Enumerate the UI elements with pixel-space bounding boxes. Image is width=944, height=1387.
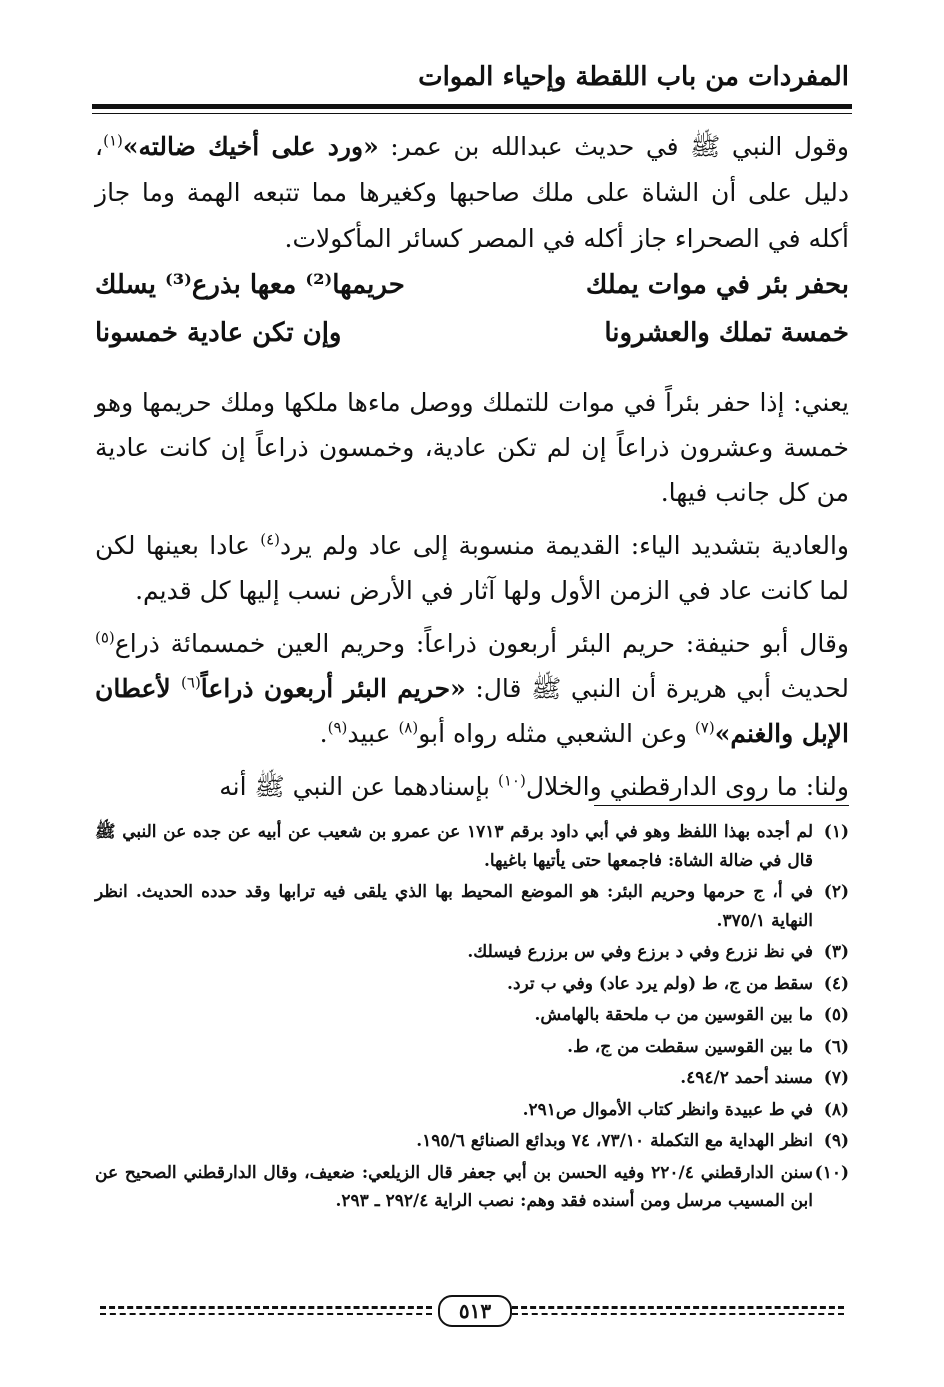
footnote-number: (٦) <box>823 1036 849 1057</box>
page-footer <box>100 1297 844 1323</box>
footnote-text: ما بين القوسين من ب ملحقة بالهامش. <box>534 1005 813 1025</box>
footnote-ref-8: (٨) <box>398 718 419 737</box>
paragraph-4-text-a: وقال أبو حنيفة: حريم البئر أربعون ذراعاً: وحريم العين خمسمائة ذراع <box>114 629 849 658</box>
footnote-text: مسند أحمد ٤٩٤/٢. <box>680 1068 813 1088</box>
page-number: ٥١٣ <box>438 1295 512 1327</box>
paragraph-1-text-a: وقول النبي ﷺ في حديث عبدالله بن عمر: <box>378 132 850 161</box>
footer-ornament-left-lower <box>100 1313 432 1315</box>
footnote-ref-5: (٥) <box>95 628 115 647</box>
footnote-item <box>95 1033 849 1062</box>
footnote-text: سقط من ج، ط (ولم يرد عاد) وفي ب ترد. <box>507 973 813 994</box>
body-text-main <box>95 380 849 817</box>
footnote-number: (٢) <box>823 882 849 902</box>
paragraph-5-text-a: ولنا: ما روى الدارقطني والخلال <box>525 772 849 801</box>
footnote-text: في نظ نزرع وفي د برزع وفي س برزرع فيسلك. <box>467 942 813 962</box>
verse-line-1-second-hemistich: حريمها⁽²⁾ معها بذرع⁽³⁾ يسلك <box>95 270 405 300</box>
verse-line-2-first-hemistich: خمسة تملك والعشرونا <box>604 318 849 348</box>
header-rule-thin <box>92 113 852 114</box>
hadith-quote-1: «ورد على أخيك ضالته» <box>122 132 379 161</box>
paragraph-4-text-c: وعن الشعبي مثله رواه أبو <box>418 719 695 748</box>
footnote-item <box>95 1001 849 1030</box>
footnote-text: لم أجده بهذا اللفظ وهو في أبي داود برقم ١٧١٣ عن عمرو بن شعيب عن أبيه عن جده عن النبي ﷺ قال في ضالة الشاة: فاجمعها حتى يأتيها باغيها. <box>95 822 813 871</box>
footer-ornament-right <box>512 1306 844 1309</box>
footnote-item <box>95 970 849 999</box>
paragraph-3 <box>95 523 849 613</box>
footnote-item <box>95 818 849 875</box>
paragraph-5-text-b: بإسنادهما عن النبي ﷺ أنه <box>219 772 498 801</box>
verse-line-2-second-hemistich: وإن تكن عادية خمسونا <box>95 318 342 348</box>
footer-ornament-right-lower <box>512 1313 844 1315</box>
verse-line-1-first-hemistich: بحفر بئر في موات يملك <box>585 270 849 300</box>
footnotes <box>95 818 849 1219</box>
running-header-title: المفردات من باب اللقطة وإحياء الموات <box>418 62 849 92</box>
footnote-text: انظر الهداية مع التكملة ٧٣/١٠، ٧٤ وبدائع الصنائع ١٩٥/٦. <box>416 1131 813 1151</box>
footnote-number: (٤) <box>823 973 849 994</box>
paragraph-2: يعني: إذا حفر بئراً في موات للتملك ووصل ماءها ملكها وملك حريمها وهو خمسة وعشرون ذراعاً إن لم تكن عادية، وخمسون ذراعاً إن كانت عادية من كل جانب فيها. <box>95 388 849 507</box>
footnote-number: (٣) <box>823 942 849 962</box>
verse-line-1 <box>95 270 849 300</box>
paragraph-5 <box>95 764 849 809</box>
paragraph-3-text-b: عادا بعينها لكن لما كانت عاد في الزمن الأول ولها آثار في الأرض نسب إليها كل قديم. <box>95 531 849 605</box>
hadith-quote-2a: «حريم البئر أربعون ذراعاً <box>200 674 466 703</box>
footnote-number: (٥) <box>823 1005 849 1025</box>
footnote-ref-7: (٧) <box>694 718 715 737</box>
footnote-item <box>95 938 849 967</box>
paragraph-4-text-b: لحديث أبي هريرة أن النبي ﷺ قال: <box>465 674 849 703</box>
footnote-ref-1: (١) <box>103 131 123 150</box>
footnote-separator <box>594 805 849 806</box>
paragraph-4 <box>95 621 849 756</box>
footnote-item <box>95 1159 849 1216</box>
body-text-top <box>95 124 849 274</box>
footnote-text: سنن الدارقطني ٢٢٠/٤ وفيه الحسن بن أبي جعفر قال الزيلعي: ضعيف، وقال الدارقطني الصحيح عن ابن المسيب مرسل ومن أسنده فقد وهم: نصب الراية ٢٩٢/٤ ـ ٢٩٣. <box>95 1162 813 1211</box>
footnote-item <box>95 1096 849 1125</box>
hadith-quote-2b: لأعطان الإبل والغنم» <box>95 674 849 748</box>
footnote-item <box>95 1127 849 1156</box>
paragraph-1 <box>95 124 849 262</box>
footnote-text: ما بين القوسين سقطت من ج، ط. <box>567 1036 813 1057</box>
footnote-number: (٧) <box>823 1068 849 1088</box>
footer-ornament-left <box>100 1306 432 1309</box>
footnote-number: (٨) <box>823 1099 849 1120</box>
paragraph-4-text-e: . <box>319 719 328 748</box>
footnote-number: (١) <box>823 822 849 842</box>
footnote-ref-6: (٦) <box>181 673 201 692</box>
footnote-ref-4: (٤) <box>260 530 280 549</box>
footnote-item <box>95 878 849 935</box>
footnote-ref-10: (١٠) <box>497 771 526 790</box>
paragraph-1-text-b: ، دليل على أن الشاة على ملك صاحبها وكغيرها مما تتبعه الهمة وما جاز أكله في الصحراء جاز أكله في المصر كسائر المأكولات. <box>95 132 849 253</box>
footnote-item <box>95 1064 849 1093</box>
paragraph-3-text-a: والعادية بتشديد الياء: القديمة منسوبة إلى عاد ولم يرد <box>279 531 850 560</box>
verse-line-2 <box>95 318 849 348</box>
footnote-number: (٩) <box>823 1131 849 1151</box>
paragraph-4-text-d: عبيد <box>347 719 399 748</box>
header-rule-thick <box>92 104 852 109</box>
footnote-text: في ط عبيدة وانظر كتاب الأموال ص٢٩١. <box>522 1099 813 1120</box>
footnote-number: (١٠) <box>814 1162 849 1183</box>
footnote-text: في أ، ج حرمها وحريم البئر: هو الموضع المحيط بها الذي يلقى فيه ترابها وقد حدده الحديث. انظر النهاية ٣٧٥/١. <box>95 882 813 931</box>
footnote-ref-9: (٩) <box>327 718 348 737</box>
